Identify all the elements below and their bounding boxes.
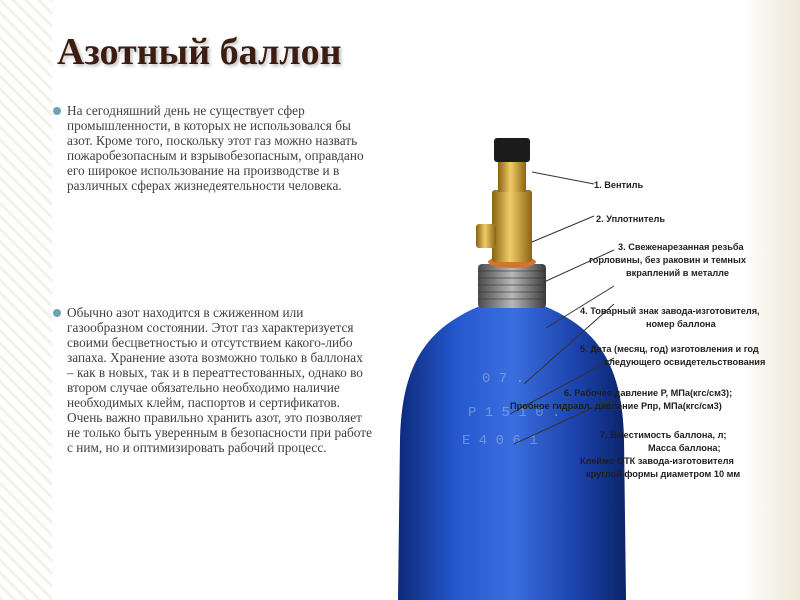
paragraph-nitrogen-storage: Обычно азот находится в сжиженном или газообразном состоянии. Этот газ характеризуется своими бесцветностью и отсутствием какого-либо запаха. Хранение азота возможно только в баллонах – как в новых, так и в переаттестованных, однако во втором случае обязательно необходимо наличие необходимых клейм, паспортов и сертификатов. Очень важно правильно хранить азот, это позволяет не только быть уверенным в безопасности при работе с ним, но и оптимизировать рабочий процесс. [67, 305, 372, 455]
nitrogen-cylinder-illustration [382, 138, 766, 600]
svg-text:0 7 .: 0 7 . [482, 371, 525, 387]
bullet-icon [53, 309, 61, 317]
callout-trademark-1: 4. Товарный знак завода-изготовителя, [580, 306, 760, 316]
svg-text:E 4 0 6 1: E 4 0 6 1 [462, 433, 538, 449]
callout-capacity-2: Масса баллона; [648, 443, 721, 453]
callout-capacity-3: Клеймо ОТК завода-изготовителя [580, 456, 734, 466]
callout-capacity-4: круглой формы диаметром 10 мм [586, 469, 741, 479]
valve-body [492, 190, 532, 262]
callout-pressure-1: 6. Рабочее давление Р, МПа(кгс/см3); [564, 388, 733, 398]
svg-text:P 1 5 1 0 .: P 1 5 1 0 . [468, 405, 561, 421]
callout-thread-2: горловины, без раковин и темных [589, 255, 746, 265]
callout-date-1: 5. Дата (месяц, год) изготовления и год [580, 344, 759, 354]
page-texture-left [0, 0, 52, 600]
callout-seal: 2. Уплотнитель [596, 214, 666, 224]
callout-valve: 1. Вентиль [594, 180, 644, 190]
bullet-icon [53, 107, 61, 115]
callout-thread-3: вкраплений в металле [626, 268, 729, 278]
callout-trademark-2: номер баллона [646, 319, 716, 329]
callout-pressure-2: Пробное гидравл. давление Рпр, МПа(кгс/см3) [510, 401, 722, 411]
valve-handle [494, 138, 530, 162]
callout-capacity-1: 7. Вместимость баллона, л; [600, 430, 727, 440]
callout-date-2: следующего освидетельствования [604, 357, 766, 367]
paragraph-nitrogen-usage: На сегодняшний день не существует сфер промышленности, в которых не использовался бы азот. Кроме того, поскольку этот газ можно назвать пожаробезопасным и взрывобезопасным, оправдано его широкое использование на производстве и в различных сферах жизнедеятельности человека. [67, 103, 364, 193]
page-shadow-right [740, 0, 800, 600]
callout-thread-1: 3. Свеженарезанная резьба [618, 242, 744, 252]
slide-title: Азотный баллон [57, 31, 342, 73]
